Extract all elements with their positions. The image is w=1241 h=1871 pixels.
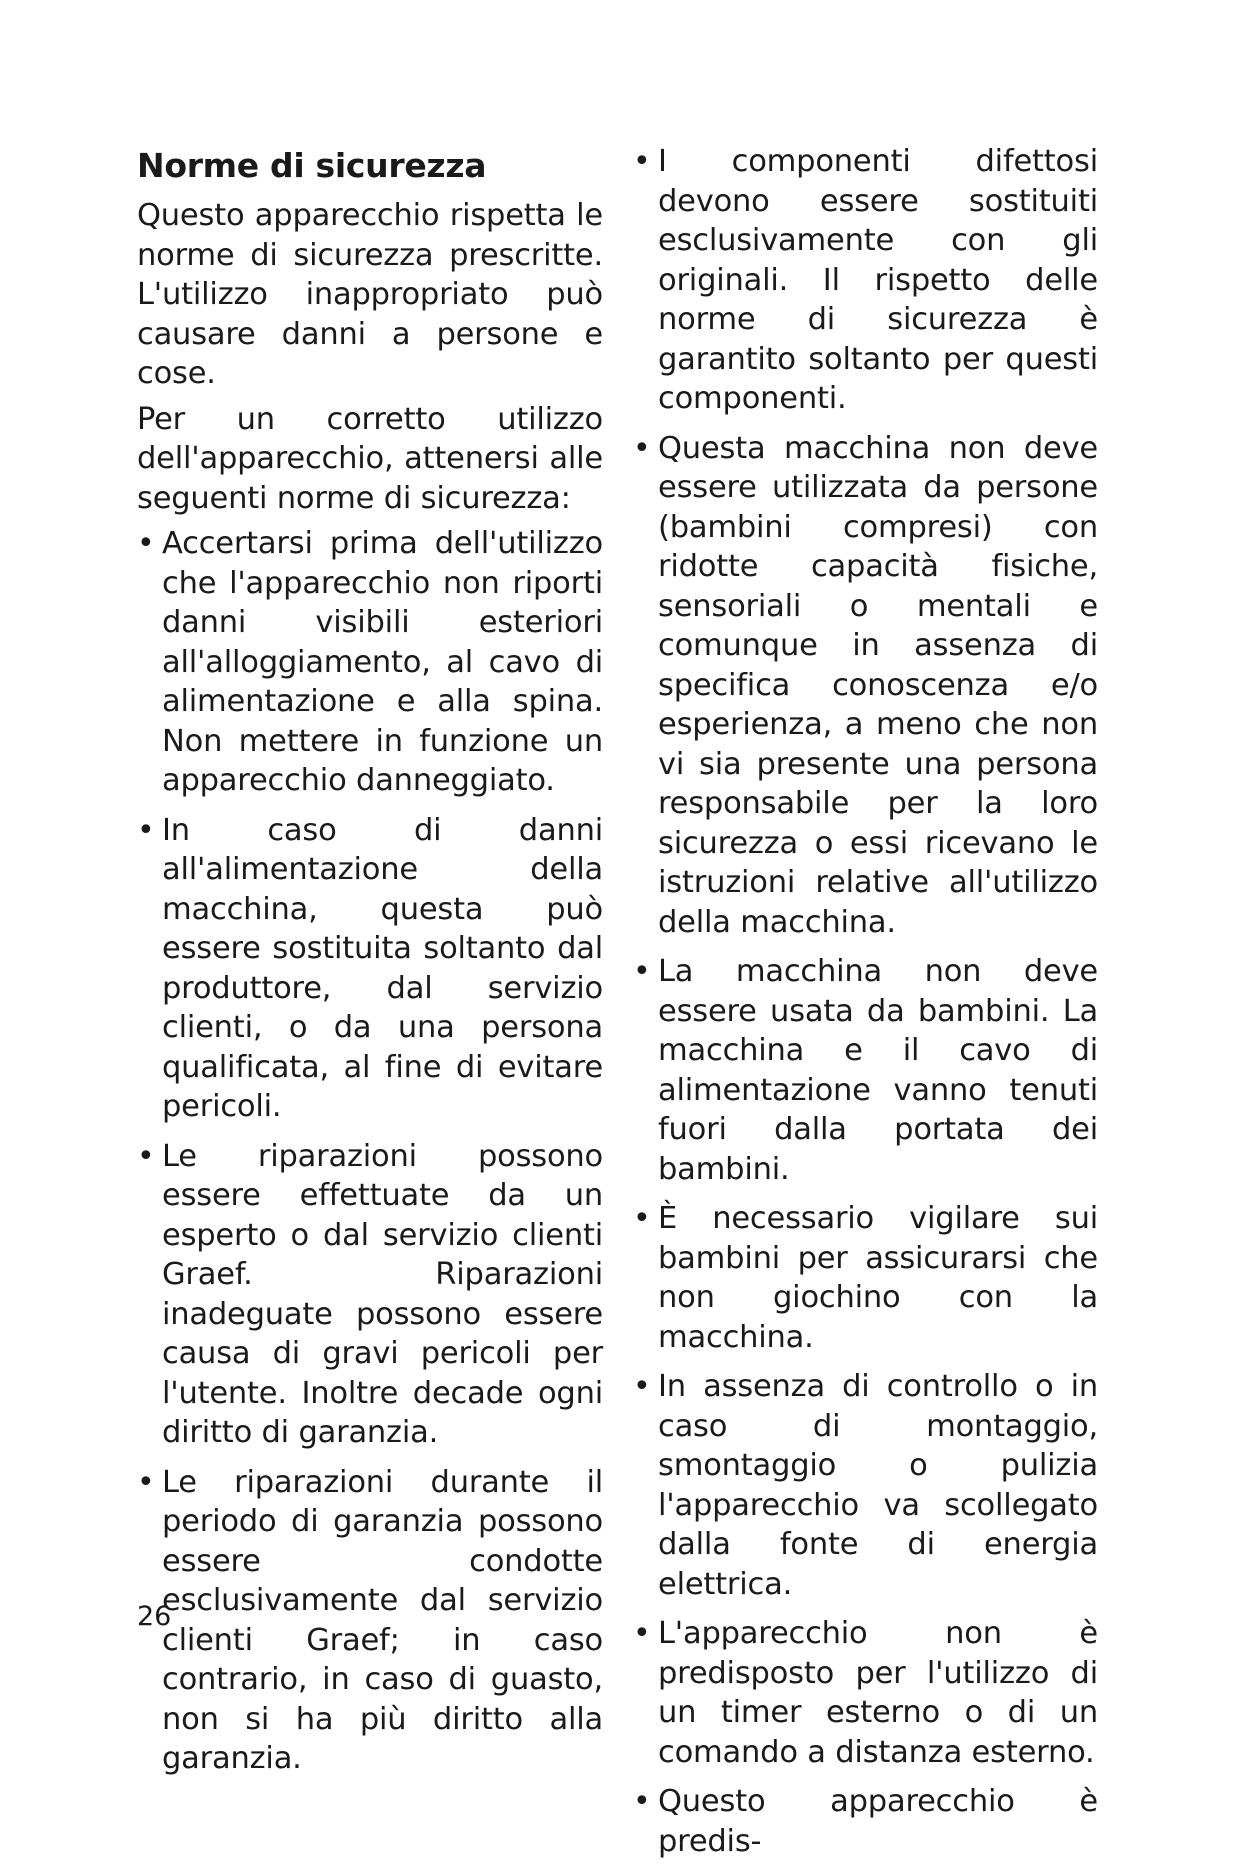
list-item-text: L'apparecchio non è predisposto per l'utilizzo di un timer esterno o di un comando a distanza esterno. xyxy=(658,1616,1098,1770)
list-item xyxy=(137,524,603,801)
list-item-text: I componenti difettosi devono essere sostituiti esclusivamente con gli originali. Il rispetto delle norme di sicurezza è garantito soltanto per questi componenti. xyxy=(658,144,1098,416)
bullet-icon: • xyxy=(633,954,651,989)
list-item-text: Accertarsi prima dell'utilizzo che l'apparecchio non riporti danni visibili esteriori all'alloggiamento, al cavo di alimentazione e alla spina. Non mettere in funzione un apparecchio danneggiato. xyxy=(162,526,603,798)
list-item-text: La macchina non deve essere usata da bambini. La macchina e il cavo di alimentazione vanno tenuti fuori dalla portata dei bambini. xyxy=(658,954,1098,1187)
bullet-icon: • xyxy=(633,1201,651,1236)
intro-paragraph: Questo apparecchio rispetta le norme di sicurezza prescritte. L'utilizzo inappropriato può causare danni a persone e cose. xyxy=(137,198,603,391)
instruction-paragraph: Per un corretto utilizzo dell'apparecchio, attenersi alle seguenti norme di sicurezza: xyxy=(137,401,603,516)
left-column xyxy=(137,140,603,1789)
list-item xyxy=(137,1463,603,1779)
bullet-icon: • xyxy=(633,430,651,466)
list-item xyxy=(137,1137,603,1453)
bullet-icon: • xyxy=(633,1784,651,1819)
list-item-text: In caso di danni all'alimentazione della macchina, questa può essere sostituita soltanto dal produttore, dal servizio clienti, o da una persona qualificata, al fine di evitare pericoli. xyxy=(162,812,603,1124)
bullet-icon: • xyxy=(137,526,155,561)
right-column xyxy=(633,142,1098,1871)
safety-list-right xyxy=(633,142,1098,1861)
list-item xyxy=(633,1199,1098,1357)
safety-list-left xyxy=(137,524,603,1779)
list-item xyxy=(633,1367,1098,1604)
bullet-icon: • xyxy=(633,1369,651,1404)
bullet-icon: • xyxy=(633,1616,651,1651)
page-title: Norme di sicurezza xyxy=(137,146,487,185)
list-item-text: In assenza di controllo o in caso di montaggio, smontaggio o pulizia l'apparecchio va scollegato dalla fonte di energia elettrica. xyxy=(658,1369,1098,1602)
list-item-text: È necessario vigilare sui bambini per assicurarsi che non giochino con la macchina. xyxy=(658,1201,1098,1355)
list-item xyxy=(137,811,603,1127)
bullet-icon: • xyxy=(137,1138,155,1174)
list-item xyxy=(633,1782,1098,1861)
list-item xyxy=(633,1614,1098,1772)
list-item xyxy=(633,142,1098,419)
list-item-text: Questo apparecchio è predis- xyxy=(658,1784,1098,1859)
list-item-text: Questa macchina non deve essere utilizzata da persone (bambini compresi) con ridotte capacità fisiche, sensoriali o mentali e comunque in assenza di specifica conoscenza e/o esperienza, a meno che non vi sia presente una persona responsabile per la loro sicurezza o essi ricevano le istruzioni relative all'utilizzo della macchina. xyxy=(658,430,1098,940)
bullet-icon: • xyxy=(137,812,155,848)
list-item-text: Le riparazioni durante il periodo di garanzia possono essere condotte esclusivamente dal servizio clienti Graef; in caso contrario, in caso di guasto, non si ha più diritto alla garanzia. xyxy=(162,1464,603,1776)
list-item-text: Le riparazioni possono essere effettuate da un esperto o dal servizio clienti Graef. Riparazioni inadeguate possono essere causa di gravi pericoli per l'utente. Inoltre decade ogni diritto di garanzia. xyxy=(162,1138,603,1450)
bullet-icon: • xyxy=(633,144,651,179)
bullet-icon: • xyxy=(137,1464,155,1500)
list-item xyxy=(633,429,1098,943)
page-number: 26 xyxy=(137,1601,172,1632)
list-item xyxy=(633,952,1098,1189)
